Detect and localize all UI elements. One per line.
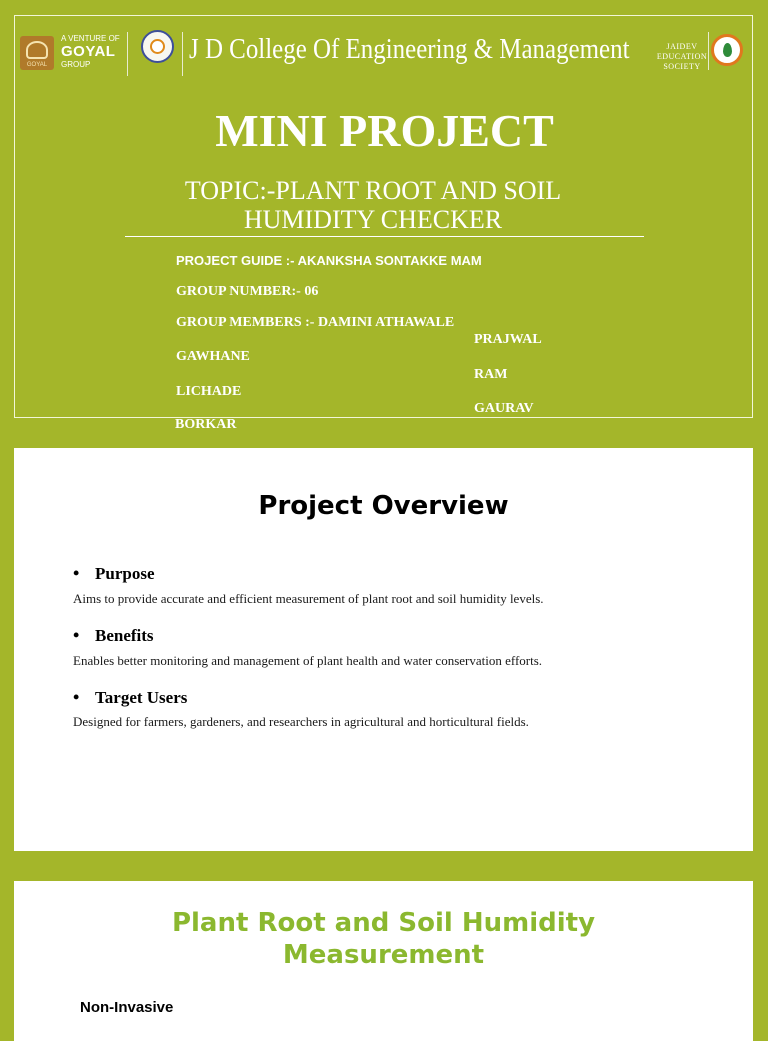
bullet-heading-text: Benefits	[95, 626, 154, 645]
venture-of-goyal-group	[61, 34, 121, 69]
member-name: RAM	[474, 367, 508, 382]
measurement-title	[14, 907, 753, 971]
bullet-text-target-users: Designed for farmers, gardeners, and researchers in agricultural and horticultural fields.	[73, 714, 529, 729]
member-name: GAURAV	[474, 401, 534, 416]
education-society-name	[653, 42, 711, 72]
header-divider	[182, 32, 183, 76]
seal-caption	[137, 66, 179, 71]
bullet-heading-benefits	[73, 625, 154, 646]
bullet-text-benefits: Enables better monitoring and management of plant health and water conservation efforts.	[73, 653, 543, 668]
goyal-logo-caption: GOYAL	[26, 62, 48, 68]
society-line: SOCIETY	[663, 62, 701, 71]
bullet-text-purpose: Aims to provide accurate and efficient measurement of plant root and soil humidity levels.	[73, 591, 544, 606]
project-guide: PROJECT GUIDE :- AKANKSHA SONTAKKE MAM	[176, 253, 482, 268]
member-name: LICHADE	[176, 384, 242, 399]
header-divider	[708, 32, 709, 70]
bullet-icon: •	[73, 687, 80, 707]
group-number: GROUP NUMBER:- 06	[176, 284, 319, 299]
bullet-icon: •	[73, 563, 80, 583]
venture-group-text: GROUP	[61, 60, 91, 69]
member-name: PRAJWAL	[474, 332, 542, 347]
society-line: EDUCATION	[656, 52, 708, 61]
college-name: J D College Of Engineering & Management	[189, 33, 630, 65]
header-divider	[127, 32, 128, 76]
member-name: GAWHANE	[176, 349, 250, 364]
bullet-heading-text: Purpose	[95, 564, 155, 583]
society-line: JAIDEV	[666, 42, 698, 51]
goyal-group-logo	[20, 36, 54, 70]
venture-big-text: GOYAL	[61, 43, 116, 60]
crest-icon	[26, 41, 48, 59]
measurement-title-line-2: Measurement	[282, 940, 485, 970]
bullet-icon: •	[73, 625, 80, 645]
member-name: BORKAR	[175, 417, 237, 432]
topic-line-1: TOPIC:-PLANT ROOT AND SOIL	[184, 176, 562, 205]
overview-title: Project Overview	[258, 491, 509, 521]
topic-underline	[125, 236, 644, 237]
education-society-logo-icon	[711, 34, 743, 66]
non-invasive-heading: Non-Invasive	[80, 999, 174, 1016]
group-members-label: GROUP MEMBERS :- DAMINI ATHAWALE	[176, 315, 455, 330]
measurement-slide	[14, 881, 753, 1041]
bullet-heading-target-users	[73, 687, 187, 708]
college-seal-icon	[141, 30, 174, 63]
page-title: MINI PROJECT	[215, 105, 554, 156]
measurement-title-line-1: Plant Root and Soil Humidity	[171, 908, 596, 938]
topic-line-2: HUMIDITY CHECKER	[243, 205, 503, 234]
bullet-heading-purpose	[73, 563, 155, 584]
bullet-heading-text: Target Users	[95, 688, 188, 707]
title-slide	[14, 15, 753, 418]
society-logo-caption	[707, 69, 747, 74]
venture-small-text: A VENTURE OF	[61, 34, 120, 43]
overview-slide	[14, 448, 753, 851]
project-topic	[125, 176, 621, 234]
